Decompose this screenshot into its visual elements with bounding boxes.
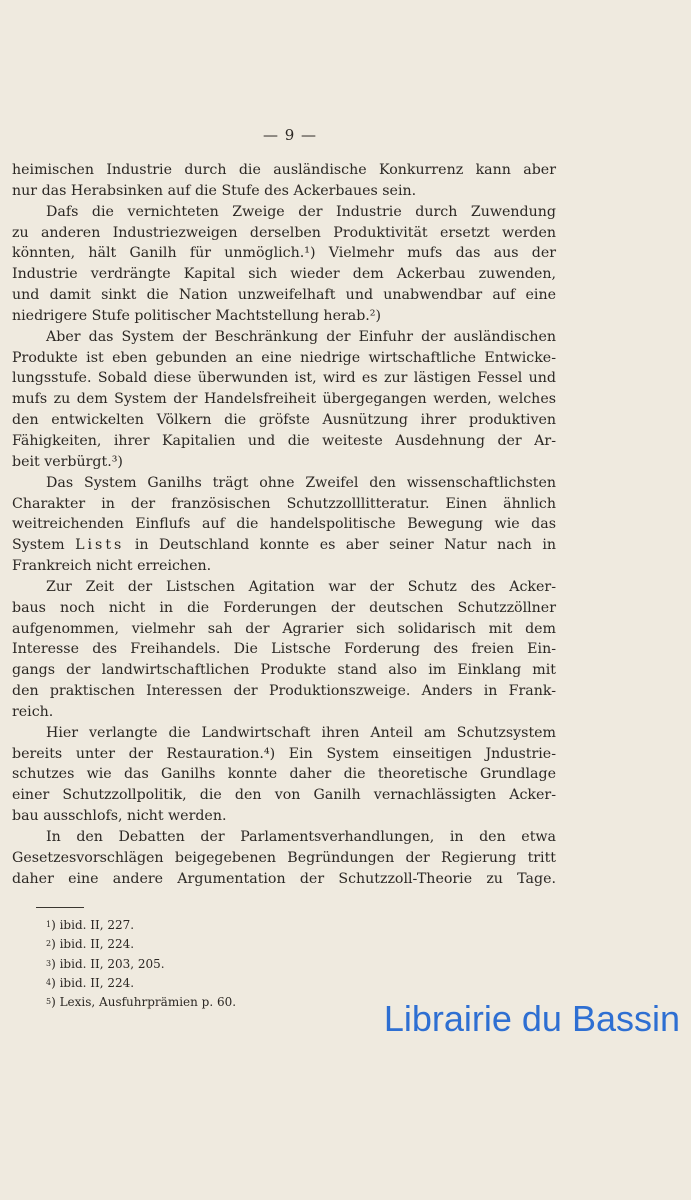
footnote-rule	[36, 907, 84, 908]
text-line: Gesetzesvorschlägen beigegebenen Begründungen der Regierung tritt	[12, 849, 556, 866]
text-line: niedrigere Stufe politischer Machtstellung herab.²)	[12, 307, 382, 324]
footnote-text: ) ibid. II, 224.	[51, 975, 135, 990]
text-line: baus noch nicht in die Forderungen der deutschen Schutzzöllner	[12, 599, 556, 616]
text-line: einer Schutzzollpolitik, die den von Ganilh vernachlässigten Acker-	[12, 787, 556, 804]
footnote-mark: 1	[46, 920, 52, 929]
footnote-text: ) ibid. II, 203, 205.	[51, 956, 165, 971]
text-line: den entwickelten Völkern die gröfste Ausnützung ihrer produktiven	[12, 412, 556, 429]
footnote-mark: 4	[46, 977, 52, 987]
spaced-name: Lists	[75, 537, 125, 554]
footnote-mark: 2	[46, 939, 52, 949]
text-line: nur das Herabsinken auf die Stufe des Ackerbaues sein.	[12, 182, 417, 199]
text-line: könnten, hält Ganilh für unmöglich.¹) Vielmehr mufs das aus der	[12, 245, 556, 262]
body-text	[12, 160, 556, 890]
text-line: bau ausschlofs, nicht werden.	[12, 808, 227, 825]
footnote	[46, 935, 346, 954]
page-number: — 9 —	[262, 126, 318, 144]
footnote	[46, 974, 346, 993]
text-line: reich.	[12, 703, 54, 720]
footnote-mark: 5	[46, 997, 52, 1007]
footnote-mark: 3	[46, 958, 52, 968]
text-line: heimischen Industrie durch die ausländische Konkurrenz kann aber	[12, 162, 556, 178]
footnote-text: ) Lexis, Ausfuhrprämien p. 60.	[51, 995, 237, 1010]
footnote-text: ) ibid. II, 224.	[51, 937, 135, 952]
text-line: Industrie verdrängte Kapital sich wieder dem Ackerbau zuwenden,	[12, 266, 556, 283]
text-line: Zur Zeit der Listschen Agitation war der Schutz des Acker-	[46, 578, 556, 595]
footnote	[46, 955, 346, 974]
watermark-text: Librairie du Bassin	[383, 998, 680, 1039]
text-line: In den Debatten der Parlamentsverhandlungen, in den etwa	[46, 829, 556, 845]
text-line: Hier verlangte die Landwirtschaft ihren Anteil am Schutzsystem	[46, 724, 556, 741]
text-line: weitreichenden Einflufs auf die handelspolitische Bewegung wie das	[12, 516, 556, 533]
text-line: und damit sinkt die Nation unzweifelhaft und unabwendbar auf eine	[12, 287, 556, 304]
text-line: Das System Ganilhs trägt ohne Zweifel den wissenschaftlichsten	[46, 474, 556, 491]
text-line: aufgenommen, vielmehr sah der Agrarier sich solidarisch mit dem	[12, 620, 556, 637]
text-line: bereits unter der Restauration.⁴) Ein System einseitigen Jndustrie-	[12, 745, 556, 762]
footnote-text: ) ibid. II, 227.	[51, 918, 135, 932]
text-line: den praktischen Interessen der Produktionszweige. Anders in Frank-	[12, 683, 556, 700]
text-line: mufs zu dem System der Handelsfreiheit übergegangen werden, welches	[12, 391, 556, 408]
text-line: beit verbürgt.³)	[12, 453, 123, 470]
text-line: lungsstufe. Sobald diese überwunden ist, wird es zur lästigen Fessel und	[12, 370, 556, 387]
text-line: Produkte ist eben gebunden an eine niedrige wirtschaftliche Entwicke-	[12, 349, 556, 366]
text-line: Dafs die vernichteten Zweige der Industrie durch Zuwendung	[46, 203, 556, 220]
text-line: Aber das System der Beschränkung der Einfuhr der ausländischen	[46, 328, 556, 345]
text-line: System Lists in Deutschland konnte es aber seiner Natur nach in	[12, 537, 556, 554]
text-line: gangs der landwirtschaftlichen Produkte stand also im Einklang mit	[12, 662, 556, 679]
text-line: schutzes wie das Ganilhs konnte daher die theoretische Grundlage	[12, 766, 556, 783]
text-line: Charakter in der französischen Schutzzolllitteratur. Einen ähnlich	[12, 495, 556, 512]
text-line: Fähigkeiten, ihrer Kapitalien und die weiteste Ausdehnung der Ar-	[12, 432, 556, 449]
text-line: daher eine andere Argumentation der Schutzzoll-Theorie zu Tage.	[12, 870, 556, 887]
text-line: Interesse des Freihandels. Die Listsche Forderung des freien Ein-	[12, 641, 556, 658]
text-line: zu anderen Industriezweigen derselben Produktivität ersetzt werden	[12, 224, 556, 241]
text-line: Frankreich nicht erreichen.	[12, 558, 212, 575]
footnote	[46, 916, 346, 935]
